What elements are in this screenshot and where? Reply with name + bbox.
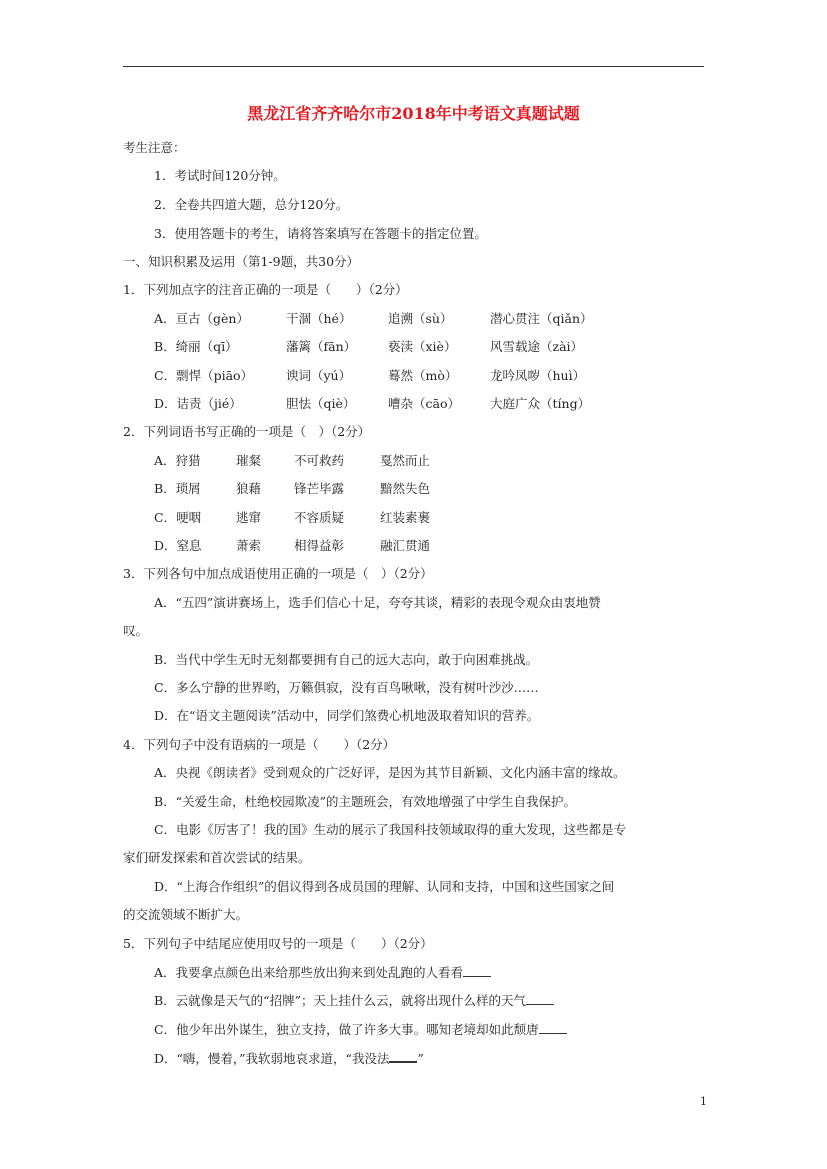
q5-option-b xyxy=(154,992,554,1009)
q1-option-a-col1: A．亘古（gèn） xyxy=(154,311,249,326)
question-stem: 4．下列句子中没有语病的一项是（ ）（2分） xyxy=(123,737,396,752)
question-stem: 5．下列句子中结尾应使用叹号的一项是（ ）（2分） xyxy=(123,936,433,951)
q5-option-d-text: D．“嗨，慢着，”我软弱地哀求道，“我没法 xyxy=(154,1051,390,1066)
q4-option-c: C．电影《厉害了！我的国》生动的展示了我国科技领域取得的重大发现，这些都是专 xyxy=(154,822,627,837)
q1-option-c-col2: 谀词（yú） xyxy=(286,368,352,383)
q4-option-d-cont: 的交流领域不断扩大。 xyxy=(123,907,249,922)
q2-option-a-col3: 不可救药 xyxy=(294,453,345,468)
q1-option-c-col1: C．剽悍（piāo） xyxy=(154,368,254,383)
q1-option-d-col3: 嘈杂（cāo） xyxy=(388,396,460,411)
q1-option-b-col3: 亵渎（xiè） xyxy=(388,339,457,354)
notice-item: 2．全卷共四道大题，总分120分。 xyxy=(154,197,349,212)
q2-option-d-col3: 相得益彰 xyxy=(294,538,345,553)
q2-option-b-col3: 锋芒毕露 xyxy=(294,481,345,496)
section-heading: 一、知识积累及运用（第1-9题，共30分） xyxy=(123,254,360,269)
q1-option-a-col2: 干涸（hé） xyxy=(286,311,352,326)
answer-blank xyxy=(539,1021,567,1034)
q3-option-d: D．在“语文主题阅读”活动中，同学们煞费心机地汲取着知识的营养。 xyxy=(154,708,540,723)
question-stem: 3．下列各句中加点成语使用正确的一项是（ ）（2分） xyxy=(123,566,433,581)
q2-option-c-col3: 不容质疑 xyxy=(294,510,345,525)
q1-option-c-col3: 蓦然（mò） xyxy=(388,368,458,383)
q4-option-c-cont: 家们研发探索和首次尝试的结果。 xyxy=(123,850,311,865)
question-stem: 2．下列词语书写正确的一项是（ ）（2分） xyxy=(123,424,371,439)
q2-option-b-col4: 黯然失色 xyxy=(380,481,431,496)
q5-option-a xyxy=(154,964,491,981)
answer-blank xyxy=(463,964,491,977)
q1-option-b-col2: 藩篱（fān） xyxy=(286,339,357,354)
q2-option-a-col4: 戛然而止 xyxy=(380,453,431,468)
q2-option-c-col1: C．哽咽 xyxy=(154,510,202,525)
q2-option-c-col4: 红装素裹 xyxy=(380,510,431,525)
q1-option-a-col3: 追溯（sù） xyxy=(388,311,453,326)
question-stem: 1．下列加点字的注音正确的一项是（ ）（2分） xyxy=(123,282,408,297)
q1-option-b-col1: B．绮丽（qī） xyxy=(154,339,238,354)
q5-option-c-text: C．他少年出外谋生，独立支持，做了许多大事。哪知老境却如此颓唐 xyxy=(154,1022,539,1037)
q2-option-a-col2: 璀粲 xyxy=(236,453,262,468)
q3-option-c: C．多么宁静的世界哟，万籁俱寂，没有百鸟啾啾，没有树叶沙沙…… xyxy=(154,680,539,695)
q1-option-d-col2: 胆怯（qiè） xyxy=(286,396,356,411)
q1-option-c-col4: 龙吟凤哕（huì） xyxy=(490,368,586,383)
q5-option-b-text: B．云就像是天气的“招牌”；天上挂什么云，就将出现什么样的天气 xyxy=(154,993,526,1008)
q5-option-a-text: A．我要拿点颜色出来给那些放出狗来到处乱跑的人看看 xyxy=(154,965,464,980)
q1-option-a-col4: 潜心贯注（qiǎn） xyxy=(490,311,593,326)
q5-option-d xyxy=(154,1049,424,1067)
q2-option-d-col4: 融汇贯通 xyxy=(380,538,431,553)
q5-option-d-close-quote: ” xyxy=(417,1051,424,1066)
page-title: 黑龙江省齐齐哈尔市2018年中考语文真题试题 xyxy=(247,104,580,123)
answer-blank xyxy=(389,1049,417,1063)
q3-option-b: B．当代中学生无时无刻都要拥有自己的远大志向，敢于向困难挑战。 xyxy=(154,652,539,667)
header-rule xyxy=(123,66,704,67)
q4-option-b: B．“关爱生命，杜绝校园欺凌”的主题班会，有效地增强了中学生自我保护。 xyxy=(154,794,576,809)
q2-option-b-col2: 狼藉 xyxy=(236,481,262,496)
q2-option-d-col2: 萧索 xyxy=(236,538,262,553)
page-number: 1 xyxy=(700,1095,707,1108)
q1-option-d-col1: D．诘责（jié） xyxy=(154,396,242,411)
q2-option-b-col1: B．琐屑 xyxy=(154,481,201,496)
q1-option-b-col4: 风雪载途（zài） xyxy=(490,339,584,354)
q3-option-a: A．“五四”演讲赛场上，选手们信心十足，夸夸其谈，精彩的表现令观众由衷地赞 xyxy=(154,595,601,610)
q1-option-d-col4: 大庭广众（tíng） xyxy=(490,396,591,411)
notice-heading: 考生注意： xyxy=(123,140,186,155)
notice-item: 3．使用答题卡的考生，请将答案填写在答题卡的指定位置。 xyxy=(154,226,487,241)
q2-option-c-col2: 逃窜 xyxy=(236,510,262,525)
q3-option-a-cont: 叹。 xyxy=(123,623,149,638)
q5-option-c xyxy=(154,1021,567,1038)
q2-option-d-col1: D．窒息 xyxy=(154,538,202,553)
q2-option-a-col1: A．狩猎 xyxy=(154,453,201,468)
q4-option-d: D．“上海合作组织”的倡议得到各成员国的理解、认同和支持，中国和这些国家之间 xyxy=(154,879,615,894)
notice-item: 1．考试时间120分钟。 xyxy=(154,168,286,183)
q4-option-a: A．央视《朗读者》受到观众的广泛好评，是因为其节目新颖、文化内涵丰富的缘故。 xyxy=(154,765,626,780)
answer-blank xyxy=(526,992,554,1005)
